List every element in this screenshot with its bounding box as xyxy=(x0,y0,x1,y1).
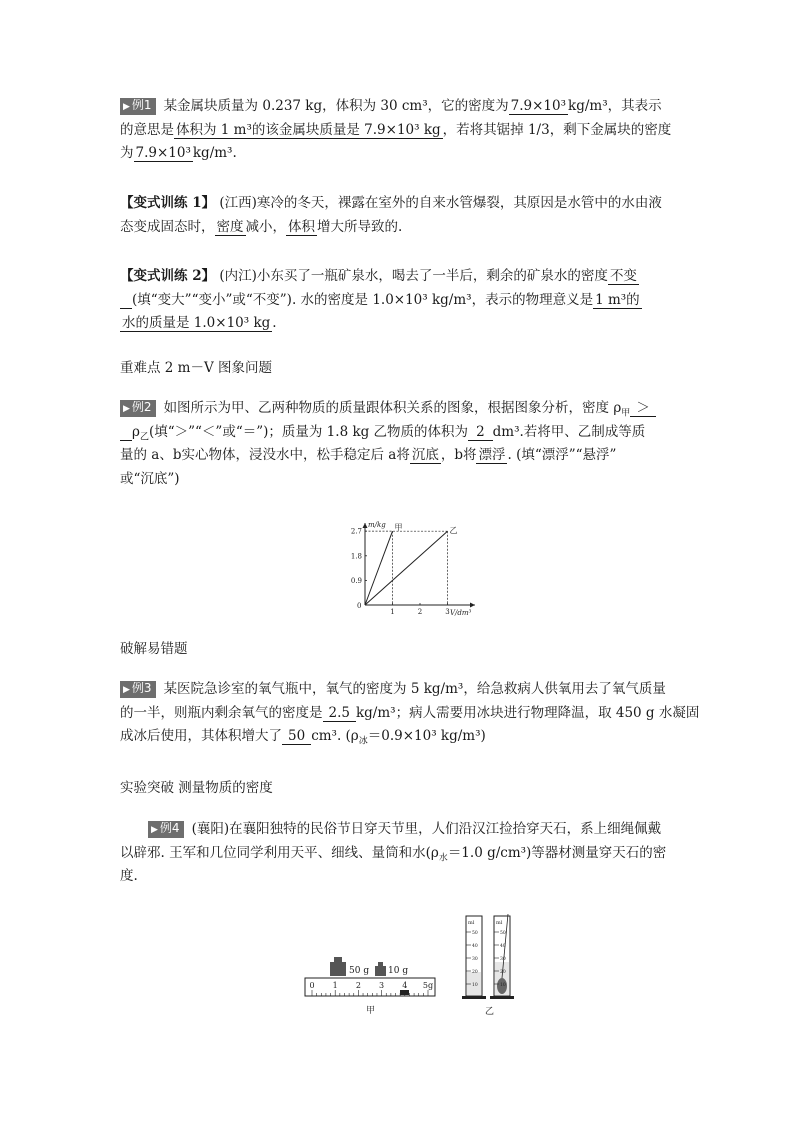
ruler-tick-label: 5g xyxy=(422,981,434,990)
mass-volume-chart xyxy=(340,515,480,625)
variant-tag: 【变式训练 1】 xyxy=(120,195,216,211)
y-axis-arrow-icon xyxy=(363,523,368,528)
example-2: ▶ 例2 如图所示为甲、乙两种物质的质量跟体积关系的图象，根据图象分析，密度 $\rho_甲$ ＞ $\rho_乙$(填“＞”“＜”或“＝”)；质量为 1.8 kg 乙物质的体积为 2 dm³.若将甲、乙制成等质 量的 a、b实心物体，浸没水中，松手稳定后 a将 沉底 ，b将 漂浮 . (填“漂浮”“悬浮” 或“沉底”) xyxy=(120,397,685,491)
figure-label-jia: 甲 xyxy=(366,1006,376,1016)
cylinder-tick-label: 20 xyxy=(472,970,478,975)
ruler-tick-label: 3 xyxy=(379,981,385,990)
triangle-icon: ▶ xyxy=(123,685,130,695)
example-4-continued: 以辟邪. 王军和几位同学利用天平、细线、量筒和水($\rho_水=1.0$ g/cm³)等器材测量穿天石的密 度. xyxy=(120,844,667,884)
section-heading: 重难点 2 m－V 图象问题 xyxy=(120,360,273,376)
triangle-icon: ▶ xyxy=(151,825,158,835)
blank-continuation xyxy=(120,424,132,441)
x-axis-arrow-icon xyxy=(470,603,475,608)
cylinder-tick-label: 30 xyxy=(500,957,506,962)
cylinder-tick-label: 10 xyxy=(472,983,478,988)
y-tick-label: 1.8 xyxy=(350,552,362,561)
cylinder-tick-label: 20 xyxy=(500,970,506,975)
variant-training-1: 【变式训练 1】 (江西)寒冷的冬天，裸露在室外的自来水管爆裂，其原因是水管中的水由液 态变成固态时， 密度 减小， 体积 增大所导致的. xyxy=(120,195,662,235)
example-4: ▶ 例4 (襄阳)在襄阳独特的民俗节日穿天节里，人们沿汉江捡拾穿天石，系上细绳佩戴 xyxy=(148,818,688,842)
variant-training-2: 【变式训练 2】 (内江)小东买了一瓶矿泉水，喝去了一半后，剩余的矿泉水的密度 不变 (填“变大”“变小”或“不变”). 水的密度是 1.0×10³ kg/m³，表示的物理意义是 1 m³的 水的质量是 1.0×10³ kg . xyxy=(120,268,640,331)
answer-blank: 50 xyxy=(282,728,311,745)
example-tag: ▶ 例3 xyxy=(120,681,156,698)
cylinder-unit-label: ml xyxy=(468,920,475,926)
example-3: ▶ 例3 某医院急诊室的氧气瓶中，氧气的密度为 5 kg/m³，给急救病人供氧用去了氧气质量 的一半，则瓶内剩余氧气的密度是 2.5 kg/m³；病人需要用冰块进行物理降温，取 450 g 水凝固 成冰后使用，其体积增大了 50 cm³. ($\rho_冰=0.9\times 10^3$ kg/m³) xyxy=(120,681,700,747)
weight-10g-label: 10 g xyxy=(388,966,409,976)
answer-blank: 水的质量是 1.0×10³ kg xyxy=(122,315,271,331)
cylinder-tick-label: 40 xyxy=(500,944,506,949)
answer-blank: 漂浮 xyxy=(478,447,506,463)
rider-icon xyxy=(400,990,409,995)
answer-blank: 2.5 xyxy=(323,705,356,722)
cylinder-tick-label: 10 xyxy=(500,983,506,988)
triangle-icon: ▶ xyxy=(123,102,130,112)
section-heading: 破解易错题 xyxy=(120,641,188,657)
ruler-tick-label: 1 xyxy=(332,981,338,990)
beam-ruler xyxy=(305,978,435,996)
example-tag: ▶ 例4 xyxy=(148,821,184,838)
answer-blank: 密度 xyxy=(216,218,244,235)
series-line-2 xyxy=(365,531,448,605)
weight-50g-label: 50 g xyxy=(349,966,370,976)
weight-50g-icon xyxy=(330,962,346,976)
example-1: ▶ 例1 某金属块质量为 0.237 kg，体积为 30 cm³，它的密度为 7.9×10³ kg/m³，其表示 的意思是 体积为 1 m³的该金属块质量是 7.9×10³ kg ，若将其锯掉 1/3，剩下金属块的密度 为 7.9×10³ kg/m³. xyxy=(120,98,672,161)
answer-blank: 2 xyxy=(468,424,493,441)
balance-figure xyxy=(300,950,440,1020)
answer-blank: 7.9×10³ xyxy=(135,145,191,161)
answer-blank: 沉底 xyxy=(411,447,439,463)
ruler-tick-label: 4 xyxy=(402,981,408,990)
cylinder-tick-label: 50 xyxy=(500,931,506,936)
ruler-tick-label: 0 xyxy=(309,981,315,990)
series-line-1 xyxy=(365,531,393,605)
answer-blank: 7.9×10³ xyxy=(510,98,567,114)
answer-blank: 不变 xyxy=(609,268,637,284)
y-axis-label: m/kg xyxy=(368,521,386,529)
answer-blank: 体积 xyxy=(288,218,315,235)
x-tick-label: 1 xyxy=(390,608,395,616)
x-tick-label: 2 xyxy=(417,608,423,616)
answer-blank: ＞ xyxy=(630,400,656,417)
x-axis-label: V/dm³ xyxy=(450,609,472,617)
cylinder-tick-label: 40 xyxy=(472,944,478,949)
answer-blank: 1 m³的 xyxy=(595,291,640,308)
origin-label: 0 xyxy=(357,602,362,610)
figure-label-yi: 乙 xyxy=(485,1007,495,1017)
x-tick-label: 3 xyxy=(445,608,450,616)
example-tag: ▶ 例1 xyxy=(120,98,156,115)
series-label: 乙 xyxy=(449,526,458,536)
y-tick-label: 2.7 xyxy=(350,527,362,536)
weight-10g-icon xyxy=(375,966,386,976)
section-heading: 实验突破 测量物质的密度 xyxy=(120,780,273,796)
example-tag: ▶ 例2 xyxy=(120,400,156,417)
variant-tag: 【变式训练 2】 xyxy=(120,268,216,284)
y-tick-label: 0.9 xyxy=(350,576,362,585)
cylinder-unit-label: ml xyxy=(496,920,503,926)
cylinder-figure xyxy=(458,910,524,1020)
series-label: 甲 xyxy=(394,523,403,533)
triangle-icon: ▶ xyxy=(123,404,130,414)
blank-continuation xyxy=(120,292,132,309)
cylinder-tick-label: 50 xyxy=(472,931,478,936)
answer-blank: 体积为 1 m³的该金属块质量是 7.9×10³ kg xyxy=(176,121,441,138)
ruler-tick-label: 2 xyxy=(355,981,361,990)
cylinder-tick-label: 30 xyxy=(472,957,478,962)
